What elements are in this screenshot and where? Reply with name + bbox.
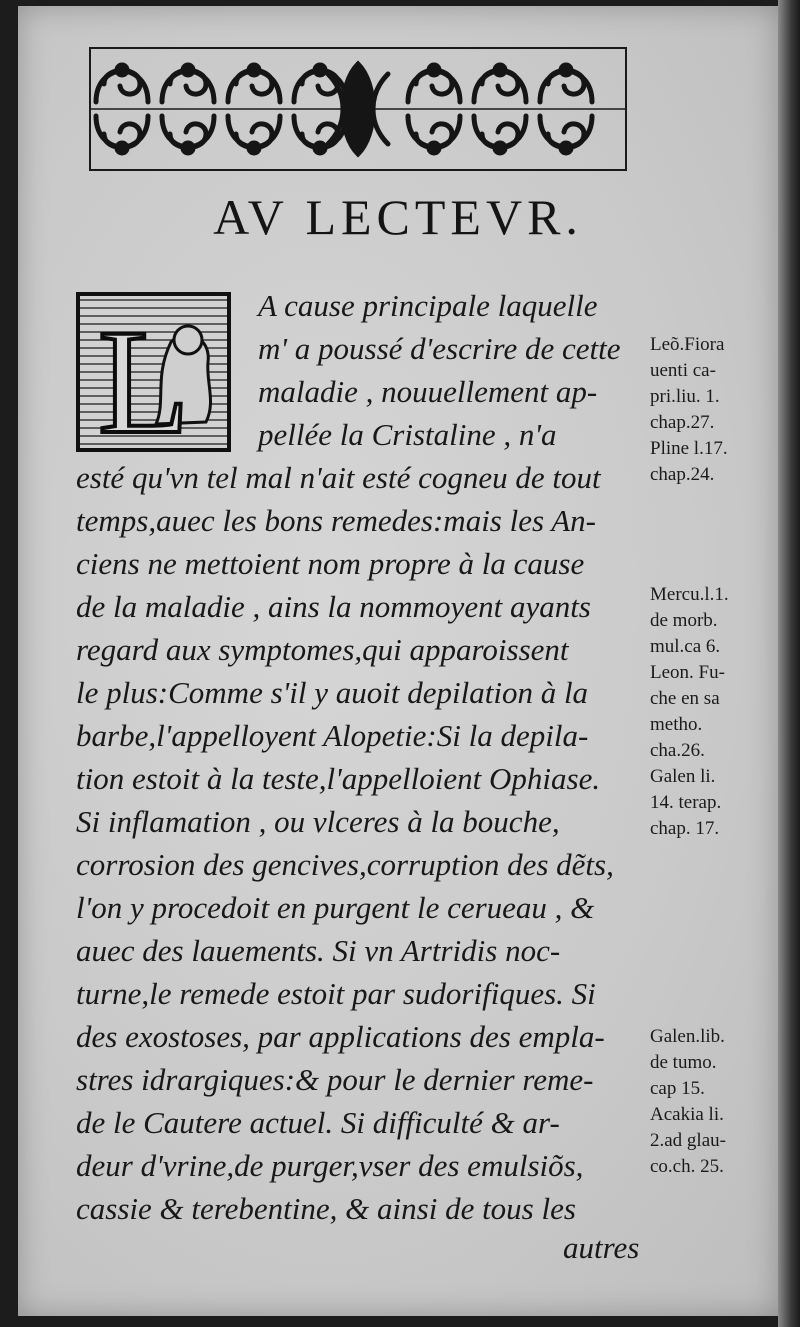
text-line: l'on y procedoit en purgent le cerueau , &: [76, 890, 595, 925]
margin-note: de morb.: [650, 610, 718, 631]
margin-note: chap.27.: [650, 412, 715, 433]
text-line: ciens ne mettoient nom propre à la cause: [76, 546, 585, 581]
dropcap-letter: L: [98, 299, 190, 452]
margin-note: pri.liu. 1.: [650, 386, 720, 407]
text-line: barbe,l'appelloyent Alopetie:Si la depila-: [76, 718, 589, 753]
text-line: regard aux symptomes,qui apparoissent: [76, 632, 569, 667]
text-line: le plus:Comme s'il y auoit depilation à la: [76, 675, 589, 710]
text-line: deur d'vrine,de purger,vser des emulsiõs,: [76, 1148, 584, 1183]
margin-note: Leõ.Fiora: [650, 334, 725, 355]
page-edge-shadow: [778, 0, 800, 1327]
margin-note: metho.: [650, 714, 703, 735]
margin-note: Galen li.: [650, 766, 716, 787]
text-line: esté qu'vn tel mal n'ait esté cogneu de tout: [76, 460, 601, 495]
text-line: temps,auec les bons remedes:mais les An-: [76, 503, 597, 538]
margin-note: cha.26.: [650, 740, 705, 761]
text-line: tion estoit à la teste,l'appelloient Ophiase.: [76, 761, 601, 796]
margin-note: Pline l.17.: [650, 438, 728, 459]
text-line: turne,le remede estoit par sudorifiques. Si: [76, 976, 596, 1011]
margin-note: cap 15.: [650, 1078, 705, 1099]
margin-note: chap.24.: [650, 464, 715, 485]
catchword: autres: [563, 1230, 640, 1265]
margin-note: Acakia li.: [650, 1104, 724, 1125]
text-line: auec des lauements. Si vn Artridis noc-: [76, 933, 561, 968]
text-line: maladie , nouuellement ap-: [258, 374, 598, 409]
text-line: m' a poussé d'escrire de cette: [258, 331, 621, 366]
margin-note: mul.ca 6.: [650, 636, 721, 657]
book-page: [18, 6, 778, 1316]
margin-note: chap. 17.: [650, 818, 720, 839]
margin-note: Galen.lib.: [650, 1026, 725, 1047]
margin-note: che en sa: [650, 688, 720, 709]
historiated-initial: [76, 292, 231, 452]
text-line: de le Cautere actuel. Si difficulté & ar-: [76, 1105, 560, 1140]
margin-note: de tumo.: [650, 1052, 717, 1073]
text-line: A cause principale laquelle: [258, 288, 598, 323]
text-line: cassie & terebentine, & ainsi de tous les: [76, 1191, 576, 1226]
margin-note: 14. terap.: [650, 792, 722, 813]
text-line: corrosion des gencives,corruption des dẽts,: [76, 847, 614, 882]
margin-note: Mercu.l.1.: [650, 584, 729, 605]
margin-note: co.ch. 25.: [650, 1156, 724, 1177]
text-line: stres idrargiques:& pour le dernier reme-: [76, 1062, 594, 1097]
text-line: Si inflamation , ou vlceres à la bouche,: [76, 804, 560, 839]
margin-note: 2.ad glau-: [650, 1130, 726, 1151]
page-title: AV LECTEVR.: [213, 189, 583, 245]
text-line: de la maladie , ains la nommoyent ayants: [76, 589, 591, 624]
ornamental-headpiece: [88, 44, 628, 174]
text-line: pellée la Cristaline , n'a: [258, 417, 557, 452]
margin-note: uenti ca-: [650, 360, 716, 381]
margin-note: Leon. Fu-: [650, 662, 725, 683]
text-line: des exostoses, par applications des empla-: [76, 1019, 605, 1054]
